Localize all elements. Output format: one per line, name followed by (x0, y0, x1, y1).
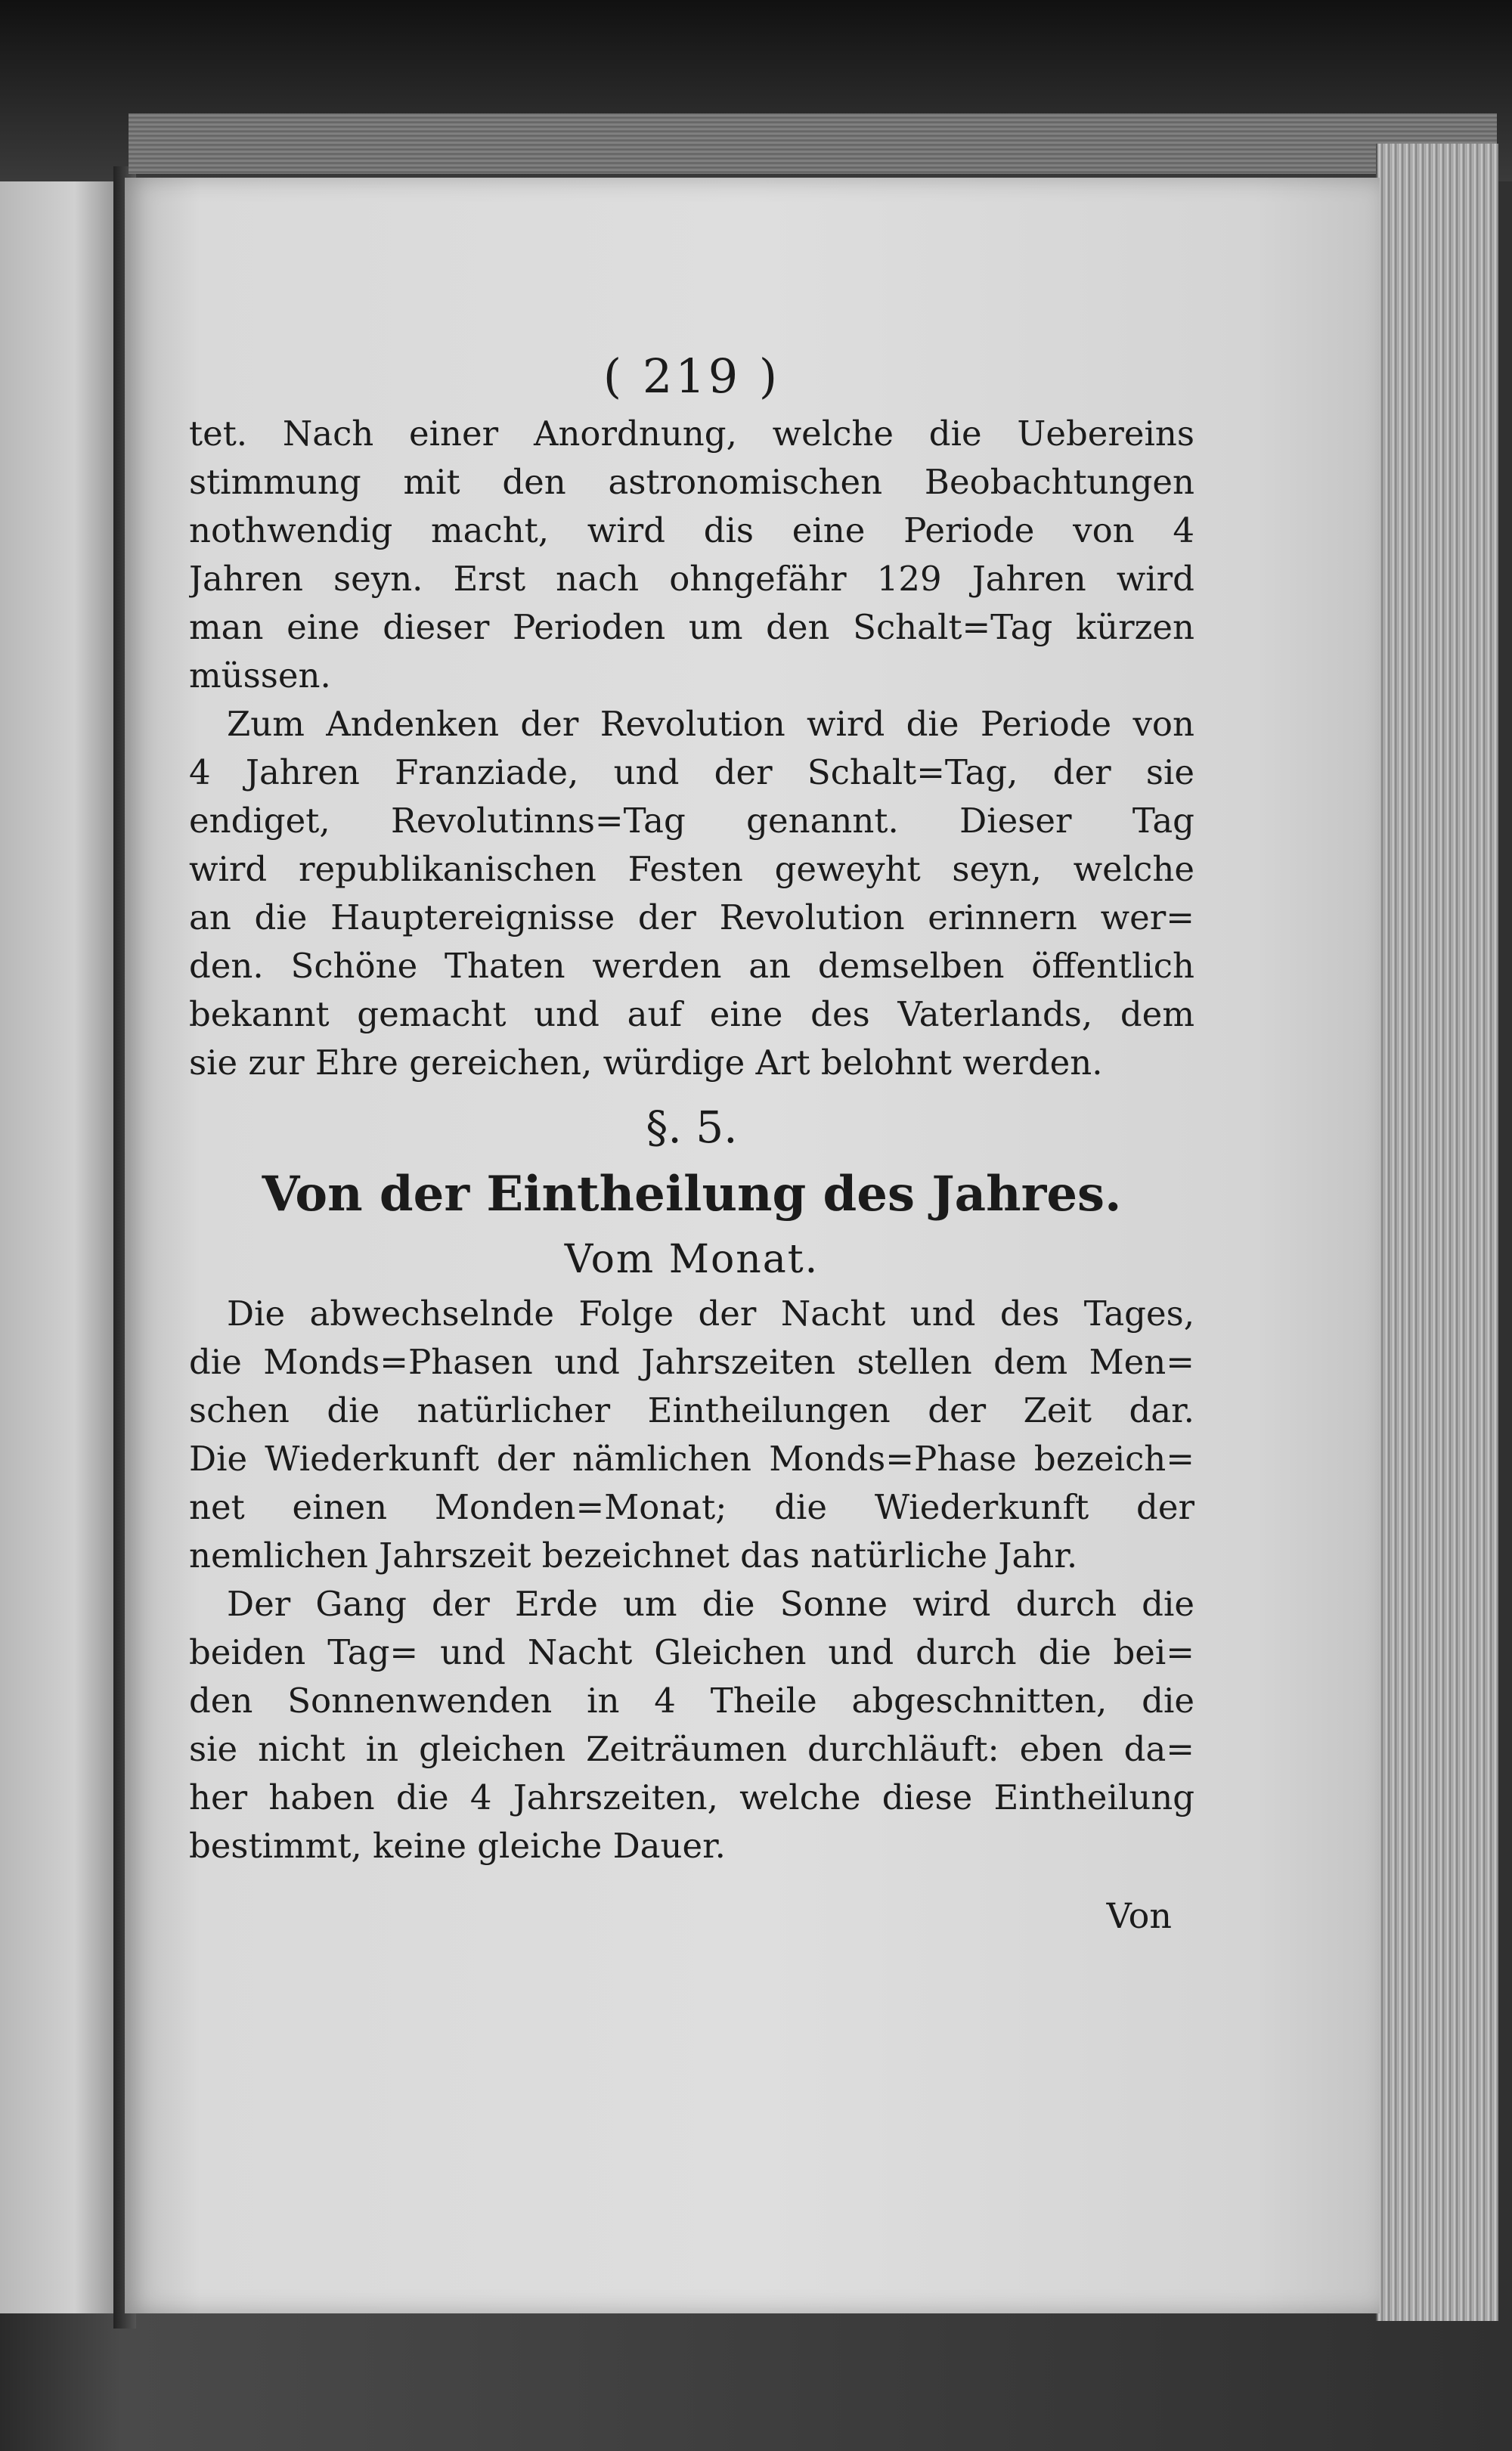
text-line: Die Wiederkunft der nämlichen Monds=Phase bezeich= (189, 1439, 1194, 1479)
text-line: nothwendig macht, wird dis eine Periode von 4 (189, 510, 1194, 550)
text-line: den. Schöne Thaten werden an demselben öffentlich (189, 946, 1194, 986)
section-number: §. 5. (646, 1102, 738, 1153)
text-line: Zum Andenken der Revolution wird die Periode von (227, 704, 1194, 744)
text-line: müssen. (189, 655, 331, 696)
text-line: her haben die 4 Jahrszeiten, welche diese Eintheilung (189, 1777, 1194, 1817)
section-heading: Von der Eintheilung des Jahres. (262, 1166, 1122, 1222)
text-line: sie nicht in gleichen Zeiträumen durchläuft: eben da= (189, 1729, 1194, 1769)
text-line: net einen Monden=Monat; die Wiederkunft der (189, 1487, 1194, 1527)
book-top-edge (129, 113, 1497, 174)
page-text (189, 348, 1194, 1946)
text-line: man eine dieser Perioden um den Schalt=Tag kürzen (189, 607, 1194, 647)
text-line: Die abwechselnde Folge der Nacht und des Tages, (227, 1294, 1194, 1334)
paragraph-3 (189, 1290, 1194, 1580)
text-line: tet. Nach einer Anordnung, welche die Uebereins (189, 414, 1194, 454)
page-number: ( 219 ) (603, 349, 781, 404)
text-line: stimmung mit den astronomischen Beobachtungen (189, 462, 1194, 502)
text-line: 4 Jahren Franziade, und der Schalt=Tag, der sie (189, 752, 1194, 792)
text-line: sie zur Ehre gereichen, würdige Art belohnt werden. (189, 1043, 1103, 1083)
text-line: bekannt gemacht und auf eine des Vaterlands, dem (189, 994, 1194, 1034)
text-line: an die Hauptereignisse der Revolution erinnern wer= (189, 897, 1194, 937)
text-line: wird republikanischen Festen geweyht seyn, welche (189, 849, 1194, 889)
left-page-edge (0, 181, 125, 2313)
text-line: bestimmt, keine gleiche Dauer. (189, 1826, 726, 1866)
paragraph-1 (189, 410, 1194, 700)
text-line: endiget, Revolutinns=Tag genannt. Dieser Tag (189, 801, 1194, 841)
subsection-heading: Vom Monat. (564, 1237, 820, 1282)
text-line: die Monds=Phasen und Jahrszeiten stellen dem Men= (189, 1342, 1194, 1382)
text-line: schen die natürlicher Eintheilungen der Zeit dar. (189, 1390, 1194, 1430)
paragraph-4 (189, 1580, 1194, 1870)
book-page-edges (1376, 144, 1498, 2321)
paragraph-2 (189, 700, 1194, 1087)
text-line: Jahren seyn. Erst nach ohngefähr 129 Jahren wird (189, 559, 1194, 599)
text-line: den Sonnenwenden in 4 Theile abgeschnitten, die (189, 1681, 1194, 1721)
text-line: Der Gang der Erde um die Sonne wird durch die (227, 1584, 1194, 1624)
text-line: beiden Tag= und Nacht Gleichen und durch die bei= (189, 1632, 1194, 1672)
catchword: Von (1106, 1895, 1172, 1936)
text-line: nemlichen Jahrszeit bezeichnet das natürliche Jahr. (189, 1535, 1078, 1576)
